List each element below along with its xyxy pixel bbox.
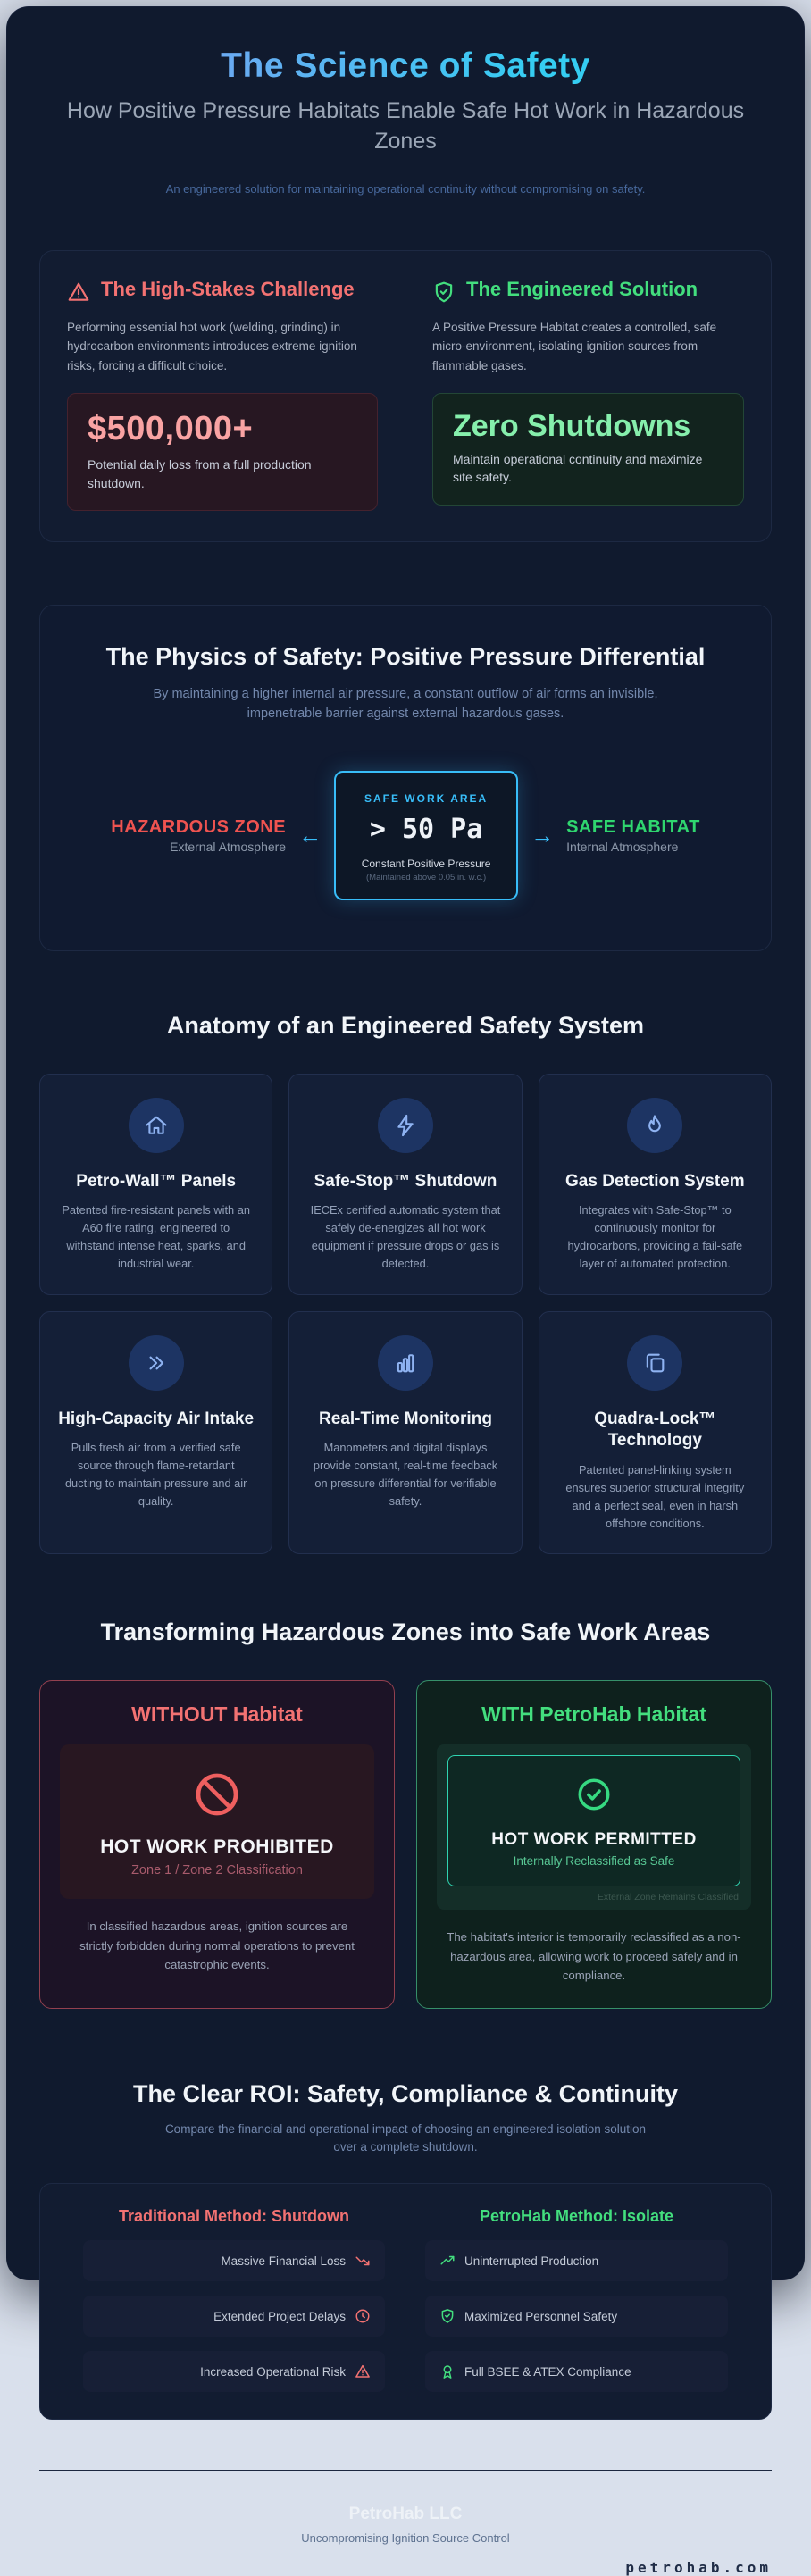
anatomy-grid <box>39 1074 772 1555</box>
roi-row-label: Massive Financial Loss <box>221 2254 346 2268</box>
footer <box>39 2470 772 2576</box>
trending-down-icon <box>355 2253 371 2269</box>
external-zone-note: External Zone Remains Classified <box>597 1892 739 1903</box>
anatomy-card-gas-detection <box>539 1074 772 1295</box>
loss-stat-caption: Potential daily loss from a full production shutdown. <box>88 457 312 490</box>
with-paragraph: The habitat's interior is temporarily reclassified as a non-hazardous area, allowing work to proceed safely and in compliance. <box>447 1930 741 1982</box>
permitted-outer-box <box>437 1744 751 1910</box>
safe-work-area-box <box>334 771 518 900</box>
pressure-diagram <box>76 771 735 900</box>
company-tagline: Uncompromising Ignition Source Control <box>301 2531 510 2546</box>
anatomy-card-desc: Integrates with Safe-Stop™ to continuously monitor for hydrocarbons, providing a fail-safe layer of automated protection. <box>567 1203 743 1270</box>
clock-icon <box>355 2308 371 2324</box>
transform-grid <box>39 1680 772 2008</box>
shield-check-icon <box>432 280 456 304</box>
anatomy-title: Anatomy of an Engineered Safety System <box>166 1011 645 1039</box>
anatomy-card-title: Gas Detection System <box>565 1171 745 1191</box>
solution-title: The Engineered Solution <box>466 277 698 300</box>
challenge-solution-card <box>39 250 772 542</box>
hazardous-zone-sub: External Atmosphere <box>170 839 287 854</box>
without-paragraph: In classified hazardous areas, ignition sources are strictly forbidden during normal operations to prevent catastrophic events. <box>79 1919 355 1971</box>
loss-stat-box <box>67 393 378 511</box>
roi-row-label: Extended Project Delays <box>213 2309 346 2323</box>
with-habitat-card <box>416 1680 772 2008</box>
anatomy-card-petro-wall <box>39 1074 272 1295</box>
loss-stat-value: $500,000+ <box>88 410 254 448</box>
bar-chart-icon <box>378 1335 433 1391</box>
outflow-right-arrow-icon: → <box>531 822 555 849</box>
roi-row-label: Maximized Personnel Safety <box>464 2309 618 2323</box>
infographic-page <box>7 7 804 2576</box>
page-intro: An engineered solution for maintaining operational continuity without compromising on safety. <box>165 181 646 196</box>
transform-title: Transforming Hazardous Zones into Safe Work Areas <box>100 1618 711 1646</box>
pressure-value: > 50 Pa <box>369 813 483 845</box>
prohibited-icon <box>192 1769 242 1819</box>
safe-habitat-sub: Internal Atmosphere <box>566 839 679 854</box>
roi-row-label: Uninterrupted Production <box>464 2254 599 2268</box>
permitted-main: HOT WORK PERMITTED <box>491 1830 697 1850</box>
roi-row-personnel-safety <box>425 2296 728 2337</box>
zero-shutdowns-caption: Maintain operational continuity and maximize site safety. <box>453 452 703 485</box>
roi-row-production <box>425 2240 728 2281</box>
anatomy-card-title: Real-Time Monitoring <box>319 1409 492 1428</box>
roi-traditional-column <box>63 2207 406 2392</box>
company-name: PetroHab LLC <box>348 2505 463 2524</box>
hazardous-zone-label <box>111 817 286 854</box>
award-icon <box>439 2363 456 2379</box>
solution-column <box>406 251 771 541</box>
anatomy-card-safe-stop <box>288 1074 522 1295</box>
safe-habitat-name: SAFE HABITAT <box>566 816 700 837</box>
anatomy-card-title: Safe-Stop™ Shutdown <box>314 1171 497 1191</box>
anatomy-card-title: High-Capacity Air Intake <box>58 1409 255 1428</box>
physics-title: The Physics of Safety: Positive Pressure Differential <box>105 643 706 671</box>
check-circle-icon <box>575 1776 613 1813</box>
shield-check-icon <box>439 2308 456 2324</box>
pressure-box-title: SAFE WORK AREA <box>364 791 489 805</box>
page-title: The Science of Safety <box>221 46 590 85</box>
home-icon <box>129 1098 184 1153</box>
prohibited-sub: Zone 1 / Zone 2 Classification <box>131 1863 303 1878</box>
anatomy-card-desc: Manometers and digital displays provide constant, real-time feedback on pressure differential for verifiable safety. <box>313 1441 498 1508</box>
zero-shutdowns-value: Zero Shutdowns <box>453 409 691 444</box>
anatomy-card-desc: Patented fire-resistant panels with an A60 fire rating, engineered to withstand intense heat, sparks, and industrial wear. <box>62 1203 250 1270</box>
challenge-title: The High-Stakes Challenge <box>101 277 355 300</box>
physics-section <box>39 605 772 951</box>
warning-triangle-icon <box>67 280 90 304</box>
physics-description: By maintaining a higher internal air pressure, a constant outflow of air forms an invisible, impenetrable barrier against external hazardous gases. <box>153 687 658 721</box>
anatomy-card-title: Petro-Wall™ Panels <box>76 1171 237 1191</box>
hazardous-zone-name: HAZARDOUS ZONE <box>111 816 287 837</box>
with-title: WITH PetroHab Habitat <box>481 1702 706 1727</box>
without-title: WITHOUT Habitat <box>131 1702 303 1727</box>
prohibited-box <box>60 1744 374 1899</box>
roi-petrohab-title: PetroHab Method: Isolate <box>479 2207 674 2226</box>
anatomy-card-desc: Patented panel-linking system ensures superior structural integrity and a perfect seal, even in harsh offshore conditions. <box>565 1463 745 1530</box>
chevrons-right-icon <box>129 1335 184 1391</box>
flame-icon <box>627 1098 682 1153</box>
roi-row-financial-loss <box>83 2240 385 2281</box>
roi-row-operational-risk <box>83 2351 385 2392</box>
without-habitat-card <box>39 1680 395 2008</box>
roi-row-compliance <box>425 2351 728 2392</box>
roi-row-label: Full BSEE & ATEX Compliance <box>464 2364 631 2379</box>
anatomy-card-air-intake <box>39 1311 272 1555</box>
anatomy-card-quadra-lock <box>539 1311 772 1555</box>
roi-comparison-card <box>39 2183 772 2420</box>
trending-up-icon <box>439 2253 456 2269</box>
lightning-bolt-icon <box>378 1098 433 1153</box>
warning-triangle-icon <box>355 2363 371 2379</box>
anatomy-card-desc: Pulls fresh air from a verified safe source through flame-retardant ducting to maintain pressure and air quality. <box>64 1441 247 1508</box>
page-subtitle: How Positive Pressure Habitats Enable Safe Hot Work in Hazardous Zones <box>66 98 745 154</box>
anatomy-card-desc: IECEx certified automatic system that safely de-energizes all hot work equipment if pressure drops or gas is detected. <box>310 1203 501 1270</box>
roi-title: The Clear ROI: Safety, Compliance & Continuity <box>132 2079 679 2107</box>
zero-shutdowns-box <box>432 393 744 505</box>
solution-body: A Positive Pressure Habitat creates a controlled, safe micro-environment, isolating ignition sources from flammable gases. <box>432 320 717 372</box>
watermark: petrohab.com <box>625 2559 772 2576</box>
roi-traditional-title: Traditional Method: Shutdown <box>119 2207 349 2226</box>
permitted-box <box>447 1755 740 1886</box>
anatomy-card-monitoring <box>288 1311 522 1555</box>
outflow-left-arrow-icon: ← <box>298 822 322 849</box>
anatomy-card-title: Quadra-Lock™ Technology <box>594 1409 716 1451</box>
panels-icon <box>627 1335 682 1391</box>
roi-row-project-delays <box>83 2296 385 2337</box>
roi-subtitle: Compare the financial and operational impact of choosing an engineered isolation solution over a complete shutdown. <box>164 2121 647 2154</box>
prohibited-main: HOT WORK PROHIBITED <box>100 1836 334 1858</box>
roi-row-label: Increased Operational Risk <box>200 2364 346 2379</box>
pressure-caption: Constant Positive Pressure <box>361 857 491 870</box>
pressure-note: (Maintained above 0.05 in. w.c.) <box>366 872 487 882</box>
safe-habitat-label <box>566 817 700 854</box>
hero-section <box>39 7 772 198</box>
challenge-body: Performing essential hot work (welding, grinding) in hydrocarbon environments introduces extreme ignition risks, forcing a difficult choice. <box>67 320 357 372</box>
challenge-column <box>40 251 406 541</box>
permitted-sub: Internally Reclassified as Safe <box>513 1854 675 1869</box>
roi-petrohab-column <box>406 2207 748 2392</box>
